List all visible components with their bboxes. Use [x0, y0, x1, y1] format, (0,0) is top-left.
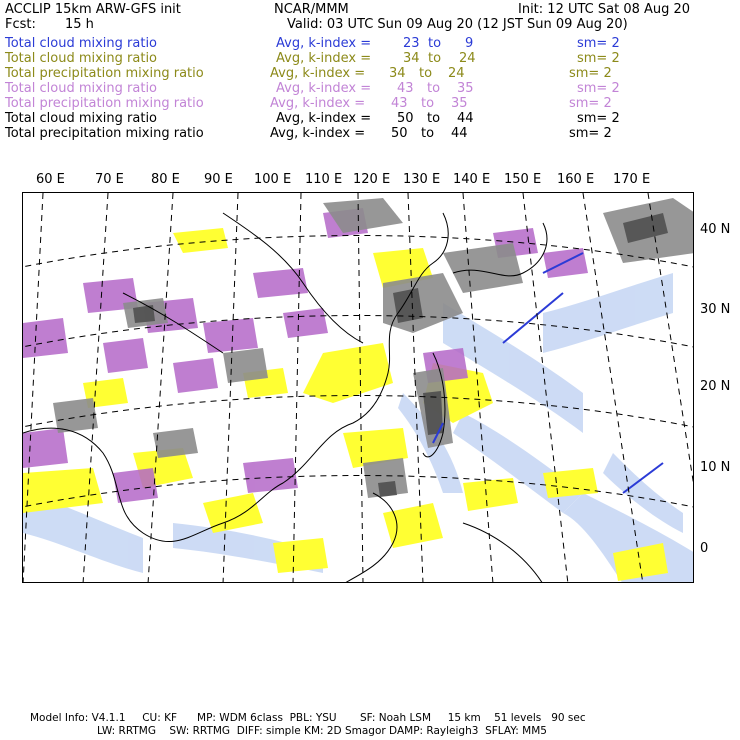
- lat-label-30n: 30 N: [700, 302, 731, 317]
- legend-row-4-kend: 35: [457, 81, 474, 96]
- legend-row-7-sm: sm= 2: [569, 126, 612, 141]
- legend-row-3-sm: sm= 2: [569, 66, 612, 81]
- lon-label-90e: 90 E: [204, 172, 233, 187]
- legend-row-6-to: to: [427, 111, 441, 126]
- forecast-label: Fcst:: [5, 17, 36, 32]
- legend-row-7-avg: Avg, k-index =: [270, 126, 366, 141]
- legend-row-3-kstart: 34: [389, 66, 406, 81]
- legend-row-1-avg: Avg, k-index =: [276, 36, 372, 51]
- legend-row-7-kstart: 50: [391, 126, 408, 141]
- legend-row-1-sm: sm= 2: [577, 36, 620, 51]
- legend-row-6-kend: 44: [457, 111, 474, 126]
- legend-row-6-field: Total cloud mixing ratio: [5, 111, 158, 126]
- legend-row-2-sm: sm= 2: [577, 51, 620, 66]
- model-title: ACCLIP 15km ARW-GFS init: [5, 2, 181, 17]
- legend-row-7-kend: 44: [451, 126, 468, 141]
- legend-row-2-kstart: 34: [403, 51, 420, 66]
- legend-row-5-avg: Avg, k-index =: [270, 96, 366, 111]
- legend-row-2-avg: Avg, k-index =: [276, 51, 372, 66]
- legend-row-5-to: to: [421, 96, 435, 111]
- legend-row-3-kend: 24: [448, 66, 465, 81]
- map-canvas: [23, 193, 694, 583]
- lon-label-60e: 60 E: [36, 172, 65, 187]
- lon-label-80e: 80 E: [151, 172, 180, 187]
- legend-row-2-field: Total cloud mixing ratio: [5, 51, 158, 66]
- legend-row-6-avg: Avg, k-index =: [276, 111, 372, 126]
- legend-row-4-kstart: 43: [397, 81, 414, 96]
- org-label: NCAR/MMM: [274, 2, 349, 17]
- lon-label-130e: 130 E: [403, 172, 441, 187]
- legend-row-3-avg: Avg, k-index =: [270, 66, 366, 81]
- legend-row-1-to: to: [428, 36, 442, 51]
- model-info-line-1: Model Info: V4.1.1 CU: KF MP: WDM 6class PBL: YSU SF: Noah LSM 15 km 51 levels 90 sec: [30, 712, 586, 724]
- forecast-hour: 15 h: [65, 17, 94, 32]
- legend-row-6-kstart: 50: [397, 111, 414, 126]
- legend-row-1-field: Total cloud mixing ratio: [5, 36, 158, 51]
- legend-row-7-field: Total precipitation mixing ratio: [5, 126, 204, 141]
- valid-time: Valid: 03 UTC Sun 09 Aug 20 (12 JST Sun 09 Aug 20): [287, 17, 628, 32]
- lat-label-20n: 20 N: [700, 379, 731, 394]
- legend-row-7-to: to: [421, 126, 435, 141]
- init-time: Init: 12 UTC Sat 08 Aug 20: [518, 2, 691, 17]
- legend-row-4-sm: sm= 2: [577, 81, 620, 96]
- legend-row-1-kend: 9: [465, 36, 474, 51]
- legend-row-4-field: Total cloud mixing ratio: [5, 81, 158, 96]
- lon-label-100e: 100 E: [254, 172, 292, 187]
- model-info-line-2: LW: RRTMG SW: RRTMG DIFF: simple KM: 2D Smagor DAMP: Rayleigh3 SFLAY: MM5: [97, 725, 547, 737]
- legend-row-5-kstart: 43: [391, 96, 408, 111]
- lon-label-160e: 160 E: [557, 172, 595, 187]
- lon-label-120e: 120 E: [353, 172, 391, 187]
- lon-label-70e: 70 E: [95, 172, 124, 187]
- lon-label-150e: 150 E: [504, 172, 542, 187]
- legend-row-3-field: Total precipitation mixing ratio: [5, 66, 204, 81]
- legend-row-4-avg: Avg, k-index =: [276, 81, 372, 96]
- legend-row-4-to: to: [427, 81, 441, 96]
- legend-row-5-sm: sm= 2: [569, 96, 612, 111]
- lon-label-110e: 110 E: [305, 172, 343, 187]
- lon-label-170e: 170 E: [613, 172, 651, 187]
- forecast-map: [22, 192, 694, 583]
- legend-row-3-to: to: [419, 66, 433, 81]
- legend-row-6-sm: sm= 2: [577, 111, 620, 126]
- legend-row-5-kend: 35: [451, 96, 468, 111]
- legend-row-5-field: Total precipitation mixing ratio: [5, 96, 204, 111]
- cloud-shading-light-blue: [23, 273, 694, 583]
- legend-row-1-kstart: 23: [403, 36, 420, 51]
- lat-label-40n: 40 N: [700, 222, 731, 237]
- legend-row-2-kend: 24: [459, 51, 476, 66]
- legend-row-2-to: to: [428, 51, 442, 66]
- lon-label-140e: 140 E: [453, 172, 491, 187]
- lat-label-0: 0: [700, 541, 709, 556]
- lat-label-10n: 10 N: [700, 460, 731, 475]
